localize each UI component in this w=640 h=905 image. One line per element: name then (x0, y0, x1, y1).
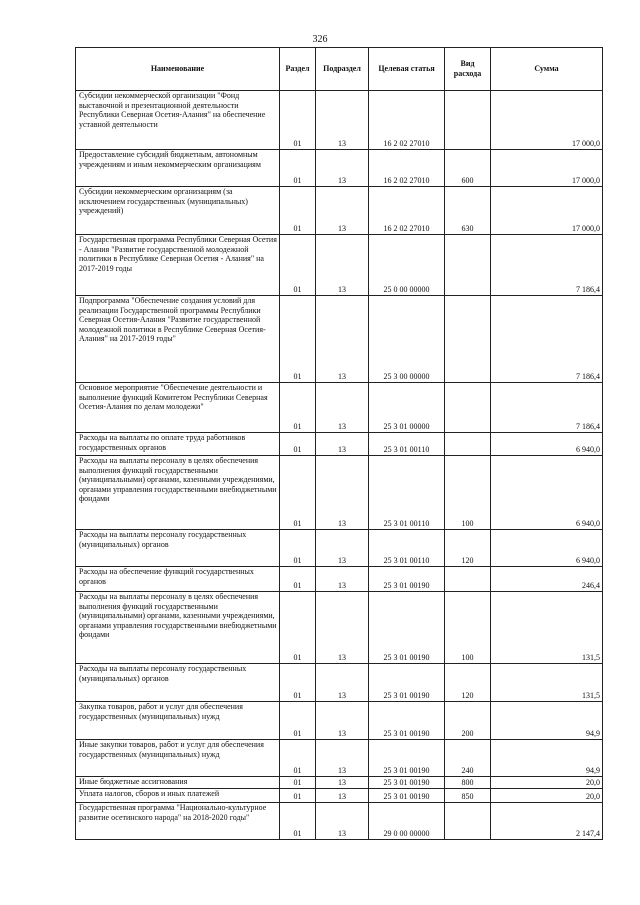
row-name: Государственная программа Республики Северная Осетия - Алания "Развитие государственной молодежной политики в Республике Северная Осетия - Алания" на 2017-2019 годы (76, 235, 280, 296)
row-celevaya: 25 0 00 00000 (369, 235, 445, 296)
row-summa: 7 186,4 (491, 235, 603, 296)
header-podrazdel: Подраздел (316, 48, 369, 91)
row-celevaya: 25 3 01 00190 (369, 702, 445, 740)
row-celevaya: 25 3 01 00190 (369, 740, 445, 777)
row-celevaya: 25 3 01 00110 (369, 433, 445, 456)
row-summa: 131,5 (491, 664, 603, 702)
row-name: Расходы на выплаты по оплате труда работников государственных органов (76, 433, 280, 456)
row-vid: 800 (445, 777, 491, 789)
row-summa: 6 940,0 (491, 456, 603, 530)
row-name: Расходы на обеспечение функций государственных органов (76, 567, 280, 592)
row-celevaya: 25 3 01 00190 (369, 567, 445, 592)
row-summa: 17 000,0 (491, 91, 603, 150)
row-name: Расходы на выплаты персоналу государственных (муниципальных) органов (76, 530, 280, 567)
row-podrazdel: 13 (316, 789, 369, 803)
row-razdel: 01 (280, 296, 316, 383)
row-podrazdel: 13 (316, 187, 369, 235)
row-name: Иные бюджетные ассигнования (76, 777, 280, 789)
table-row (76, 592, 603, 664)
row-vid: 120 (445, 664, 491, 702)
row-summa: 2 147,4 (491, 803, 603, 840)
row-vid (445, 296, 491, 383)
row-razdel: 01 (280, 530, 316, 567)
row-vid (445, 567, 491, 592)
row-celevaya: 25 3 00 00000 (369, 296, 445, 383)
row-celevaya: 25 3 01 00000 (369, 383, 445, 433)
row-celevaya: 29 0 00 00000 (369, 803, 445, 840)
row-razdel: 01 (280, 91, 316, 150)
table-row (76, 530, 603, 567)
row-name: Уплата налогов, сборов и иных платежей (76, 789, 280, 803)
row-podrazdel: 13 (316, 433, 369, 456)
row-name: Закупка товаров, работ и услуг для обеспечения государственных (муниципальных) нужд (76, 702, 280, 740)
row-vid: 100 (445, 592, 491, 664)
row-razdel: 01 (280, 567, 316, 592)
row-podrazdel: 13 (316, 702, 369, 740)
row-celevaya: 25 3 01 00190 (369, 592, 445, 664)
row-razdel: 01 (280, 702, 316, 740)
row-podrazdel: 13 (316, 777, 369, 789)
row-summa: 246,4 (491, 567, 603, 592)
row-razdel: 01 (280, 777, 316, 789)
row-podrazdel: 13 (316, 592, 369, 664)
table-row (76, 456, 603, 530)
row-razdel: 01 (280, 456, 316, 530)
row-vid (445, 803, 491, 840)
table-row (76, 91, 603, 150)
row-razdel: 01 (280, 383, 316, 433)
header-razdel: Раздел (280, 48, 316, 91)
row-razdel: 01 (280, 592, 316, 664)
page-number: 326 (312, 34, 328, 45)
row-summa: 94,9 (491, 740, 603, 777)
row-podrazdel: 13 (316, 296, 369, 383)
table-row (76, 567, 603, 592)
row-podrazdel: 13 (316, 530, 369, 567)
row-razdel: 01 (280, 789, 316, 803)
row-vid (445, 91, 491, 150)
row-summa: 7 186,4 (491, 383, 603, 433)
table-row (76, 777, 603, 789)
row-podrazdel: 13 (316, 150, 369, 187)
row-vid: 630 (445, 187, 491, 235)
row-razdel: 01 (280, 664, 316, 702)
row-name: Иные закупки товаров, работ и услуг для обеспечения государственных (муниципальных) нужд (76, 740, 280, 777)
row-vid: 120 (445, 530, 491, 567)
row-summa: 94,9 (491, 702, 603, 740)
row-name: Подпрограмма "Обеспечение создания условий для реализации Государственной программы Республики Северная Осетия-Алания "Развитие государственной молодежной политики в Республике Северная Осетия-Алания" на 2017-2019 годы" (76, 296, 280, 383)
row-podrazdel: 13 (316, 803, 369, 840)
row-summa: 6 940,0 (491, 530, 603, 567)
row-razdel: 01 (280, 803, 316, 840)
row-razdel: 01 (280, 740, 316, 777)
row-vid: 600 (445, 150, 491, 187)
row-summa: 20,0 (491, 777, 603, 789)
table-row (76, 296, 603, 383)
row-name: Субсидии некоммерческой организации "Фонд выставочной и презентационной деятельности Республики Северная Осетия-Алания" на обеспечение уставной деятельности (76, 91, 280, 150)
row-celevaya: 16 2 02 27010 (369, 187, 445, 235)
row-vid (445, 383, 491, 433)
row-name: Основное мероприятие "Обеспечение деятельности и выполнение функций Комитетом Республики Северная Осетия-Алания по делам молодежи" (76, 383, 280, 433)
header-summa: Сумма (491, 48, 603, 91)
row-summa: 17 000,0 (491, 187, 603, 235)
row-vid: 850 (445, 789, 491, 803)
row-podrazdel: 13 (316, 740, 369, 777)
row-celevaya: 16 2 02 27010 (369, 91, 445, 150)
row-vid (445, 433, 491, 456)
row-celevaya: 25 3 01 00110 (369, 530, 445, 567)
table-row (76, 187, 603, 235)
row-name: Расходы на выплаты персоналу в целях обеспечения выполнения функций государственными (муниципальными) органами, казенными учреждениями, органами управления государственными внебюджетными фондами (76, 592, 280, 664)
budget-table (75, 47, 603, 840)
table-row (76, 803, 603, 840)
row-summa: 7 186,4 (491, 296, 603, 383)
row-summa: 131,5 (491, 592, 603, 664)
table-row (76, 433, 603, 456)
row-podrazdel: 13 (316, 383, 369, 433)
row-razdel: 01 (280, 235, 316, 296)
table-header-row (76, 48, 603, 91)
row-celevaya: 25 3 01 00190 (369, 664, 445, 702)
row-summa: 17 000,0 (491, 150, 603, 187)
row-name: Расходы на выплаты персоналу в целях обеспечения выполнения функций государственными (муниципальными) органами, казенными учреждениями, органами управления государственными внебюджетными фондами (76, 456, 280, 530)
row-vid: 240 (445, 740, 491, 777)
row-razdel: 01 (280, 150, 316, 187)
row-celevaya: 25 3 01 00190 (369, 789, 445, 803)
header-name: Наименование (76, 48, 280, 91)
table-row (76, 235, 603, 296)
table-row (76, 150, 603, 187)
row-razdel: 01 (280, 433, 316, 456)
row-vid: 200 (445, 702, 491, 740)
table-row (76, 383, 603, 433)
row-vid: 100 (445, 456, 491, 530)
row-celevaya: 25 3 01 00110 (369, 456, 445, 530)
row-podrazdel: 13 (316, 456, 369, 530)
row-podrazdel: 13 (316, 235, 369, 296)
row-name: Расходы на выплаты персоналу государственных (муниципальных) органов (76, 664, 280, 702)
table-row (76, 740, 603, 777)
row-podrazdel: 13 (316, 664, 369, 702)
row-podrazdel: 13 (316, 567, 369, 592)
header-celevaya: Целевая статья (369, 48, 445, 91)
row-name: Субсидии некоммерческим организациям (за исключением государственных (муниципальных) учреждений) (76, 187, 280, 235)
row-podrazdel: 13 (316, 91, 369, 150)
row-celevaya: 25 3 01 00190 (369, 777, 445, 789)
row-summa: 6 940,0 (491, 433, 603, 456)
table-row (76, 702, 603, 740)
row-name: Государственная программа "Национально-культурное развитие осетинского народа" на 2018-2020 годы" (76, 803, 280, 840)
table-row (76, 664, 603, 702)
row-celevaya: 16 2 02 27010 (369, 150, 445, 187)
row-summa: 20,0 (491, 789, 603, 803)
row-razdel: 01 (280, 187, 316, 235)
row-vid (445, 235, 491, 296)
table-row (76, 789, 603, 803)
row-name: Предоставление субсидий бюджетным, автономным учреждениям и иным некоммерческим организациям (76, 150, 280, 187)
header-vid: Вид расхода (445, 48, 491, 91)
